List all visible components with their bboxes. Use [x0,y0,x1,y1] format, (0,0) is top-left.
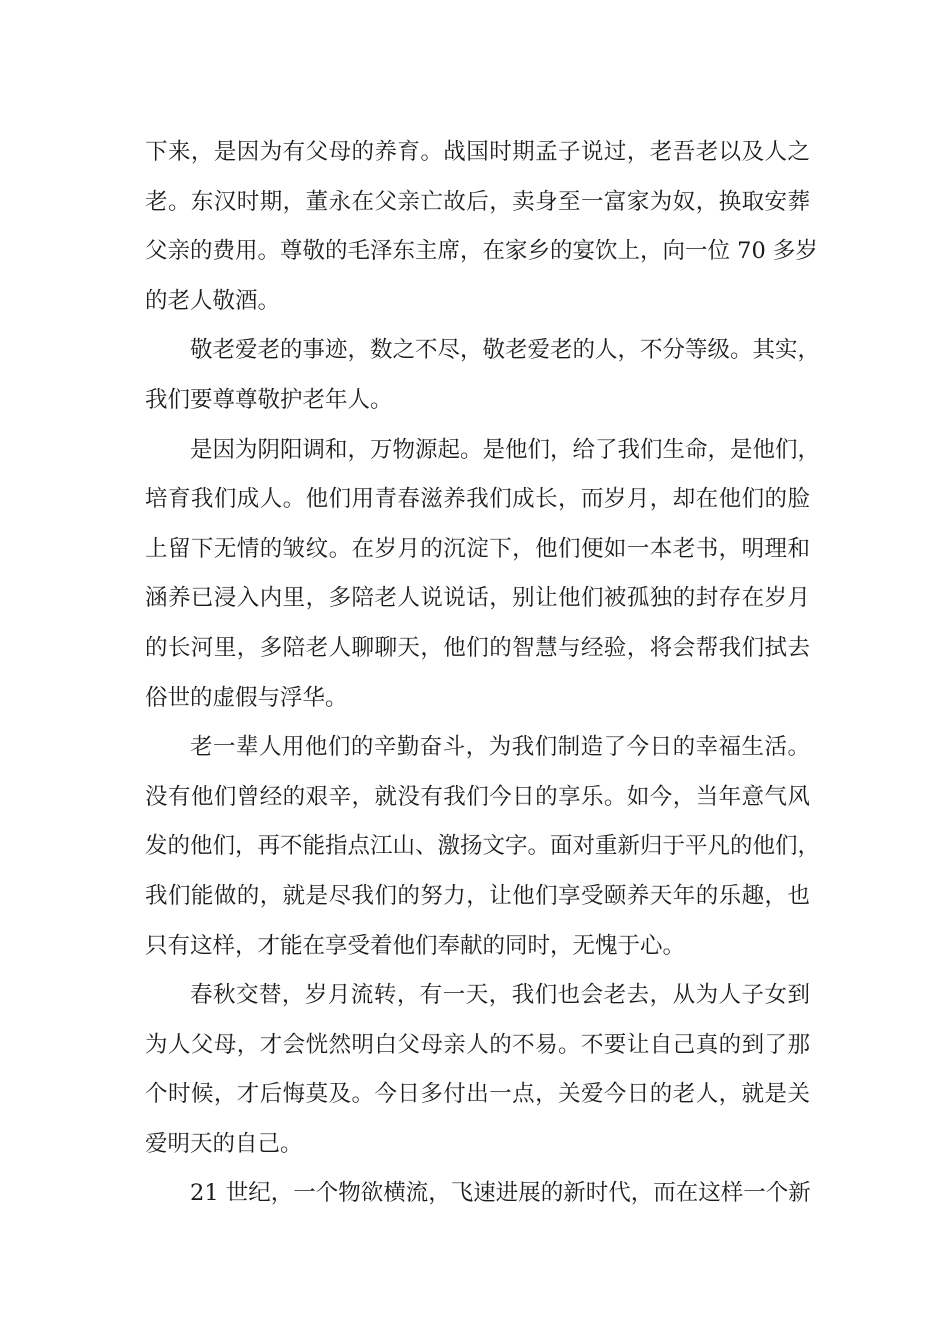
text-line: 的老人敬酒。 [145,287,281,314]
text-line: 爱明天的自己。 [145,1130,303,1157]
text-line: 是因为阴阳调和，万物源起。是他们，给了我们生命，是他们， [190,436,821,463]
text-line: 个时候，才后悔莫及。今日多付出一点，关爱今日的老人，就是关 [145,1081,810,1108]
text-line: 没有他们曾经的艰辛，就没有我们今日的享乐。如今，当年意气风 [145,783,810,810]
text-line: 只有这样，才能在享受着他们奉献的同时，无愧于心。 [145,932,686,959]
text-line: 21 世纪，一个物欲横流，飞速进展的新时代，而在这样一个新 [190,1180,811,1207]
text-line: 的长河里，多陪老人聊聊天，他们的智慧与经验，将会帮我们拭去 [145,634,810,661]
text-line: 我们要尊尊敬护老年人。 [145,386,393,413]
text-line: 敬老爱老的事迹，数之不尽，敬老爱老的人，不分等级。其实， [190,337,821,364]
text-line: 我们能做的，就是尽我们的努力，让他们享受颐养天年的乐趣，也 [145,882,810,909]
text-line: 发的他们，再不能指点江山、激扬文字。面对重新归于平凡的他们， [145,833,821,860]
text-line: 培育我们成人。他们用青春滋养我们成长，而岁月，却在他们的脸 [145,486,810,513]
text-line: 老一辈人用他们的辛勤奋斗，为我们制造了今日的幸福生活。 [190,734,810,761]
body-text [145,128,821,1219]
text-line: 上留下无情的皱纹。在岁月的沉淀下，他们便如一本老书，明理和 [145,535,810,562]
text-line: 春秋交替，岁月流转，有一天，我们也会老去，从为人子女到 [190,982,810,1009]
text-line: 为人父母，才会恍然明白父母亲人的不易。不要让自己真的到了那 [145,1031,810,1058]
text-line: 俗世的虚假与浮华。 [145,684,348,711]
text-line: 父亲的费用。尊敬的毛泽东主席，在家乡的宴饮上，向一位 70 多岁 [145,238,818,265]
text-line: 下来，是因为有父母的养育。战国时期孟子说过，老吾老以及人之 [145,139,810,165]
text-line: 老。东汉时期，董永在父亲亡故后，卖身至一富家为奴，换取安葬 [145,188,810,215]
text-line: 涵养已浸入内里，多陪老人说说话，别让他们被孤独的封存在岁月 [145,585,810,612]
